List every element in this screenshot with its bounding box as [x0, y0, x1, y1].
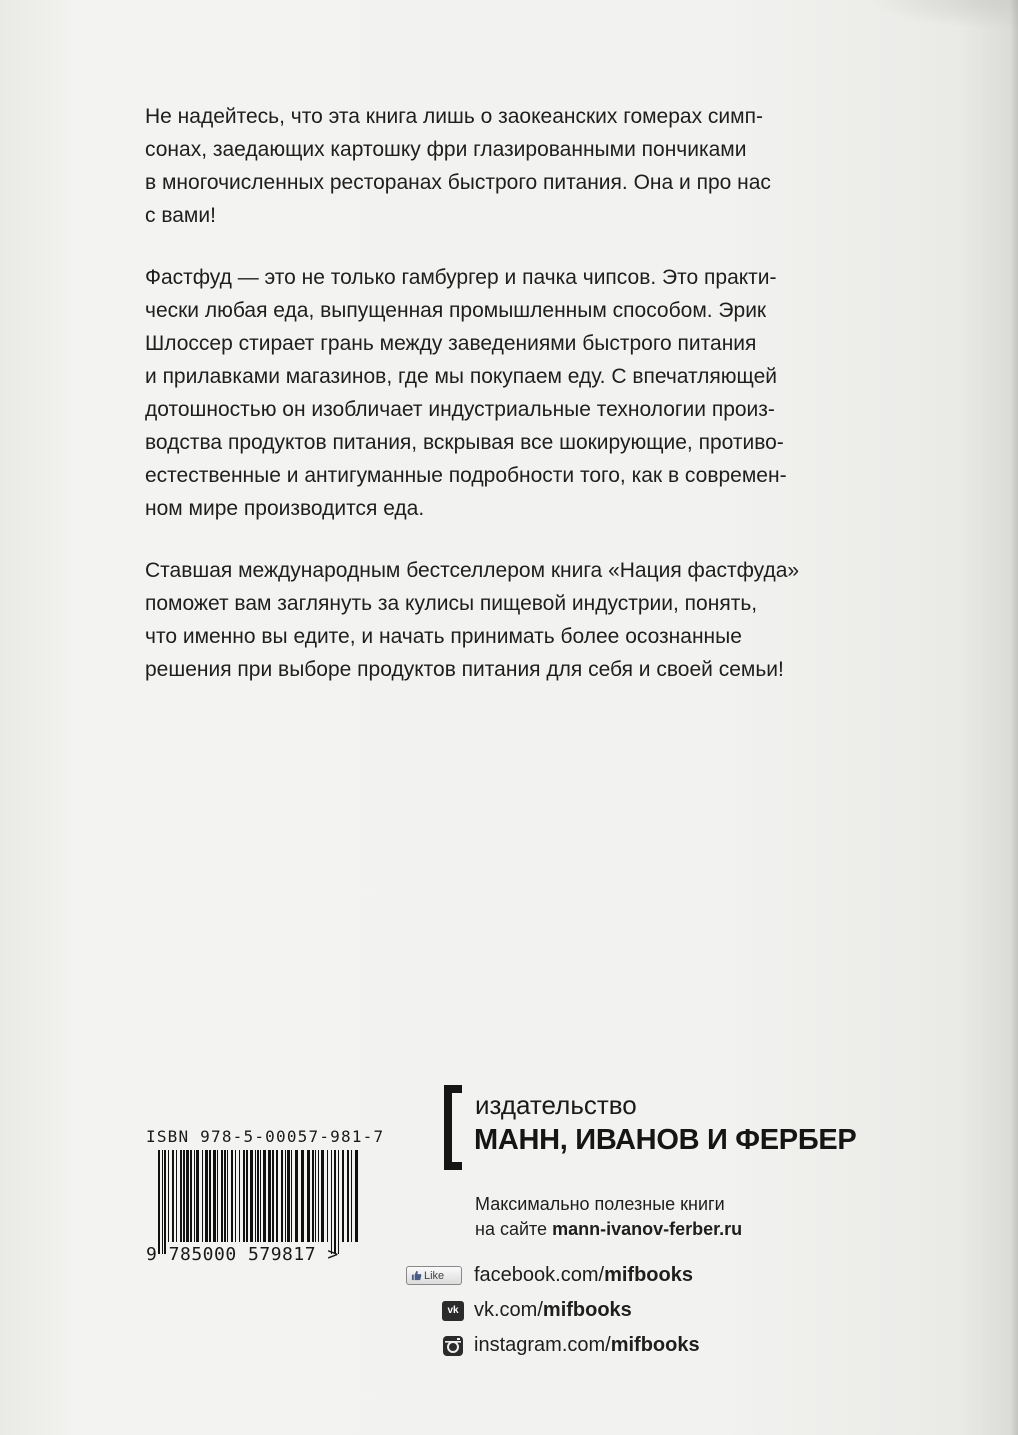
text-line: чески любая еда, выпущенная промышленным способом. Эрик: [145, 299, 767, 322]
barcode-digits: 9 785000 579817 >: [146, 1244, 339, 1265]
barcode-bar: [194, 1150, 195, 1242]
barcode-bar: [291, 1150, 292, 1242]
barcode-bar: [276, 1150, 278, 1242]
tagline-line-1: Максимально полезные книги: [475, 1194, 725, 1214]
barcode-bar: [168, 1150, 169, 1242]
instagram-link[interactable]: [474, 1332, 700, 1358]
publisher-tagline: [475, 1192, 742, 1242]
barcode-bar: [235, 1150, 236, 1242]
facebook-prefix: facebook.com/: [474, 1264, 605, 1286]
barcode-bar: [351, 1150, 352, 1242]
text-line: дотошностью он изобличает индустриальные технологии произ-: [145, 398, 775, 421]
barcode-bar: [331, 1150, 332, 1254]
barcode-bar: [268, 1150, 271, 1242]
facebook-handle: mifbooks: [604, 1264, 693, 1286]
barcode-bar: [221, 1150, 223, 1242]
text-line: Ставшая международным бестселлером книга «Нация фастфуда»: [145, 559, 800, 582]
barcode-bar: [213, 1150, 216, 1242]
publisher-bracket-icon: [444, 1085, 462, 1170]
vk-prefix: vk.com/: [474, 1299, 543, 1321]
blurb-paragraph-2: [145, 261, 845, 525]
publisher-website-link[interactable]: mann-ivanov-ferber.ru: [552, 1219, 743, 1239]
barcode-bar: [347, 1150, 349, 1242]
barcode-bar: [355, 1150, 358, 1242]
barcode-bar: [338, 1150, 339, 1254]
tagline-prefix: на сайте: [475, 1219, 553, 1239]
barcode-bar: [217, 1150, 218, 1242]
instagram-icon: [442, 1335, 464, 1357]
tagline-line-2: [475, 1217, 742, 1242]
barcode-bar: [186, 1150, 189, 1242]
barcode-bar: [250, 1150, 253, 1242]
text-line: Не надейтесь, что эта книга лишь о заокеанских гомерах симп-: [145, 105, 763, 128]
text-line: и прилавками магазинов, где мы покупаем еду. С впечатляющей: [145, 365, 777, 388]
instagram-prefix: instagram.com/: [474, 1334, 611, 1356]
barcode-bar: [263, 1150, 266, 1242]
barcode-bar: [312, 1150, 314, 1242]
barcode-bar: [164, 1150, 166, 1254]
text-line: естественные и антигуманные подробности того, как в современ-: [145, 464, 787, 487]
barcode-bar: [255, 1150, 256, 1242]
instagram-handle: mifbooks: [610, 1334, 700, 1356]
vk-handle: mifbooks: [542, 1299, 632, 1321]
publisher-label: издательство: [475, 1090, 637, 1120]
barcode-bar: [315, 1150, 316, 1242]
barcode-bar: [272, 1150, 274, 1242]
barcode-bar: [321, 1150, 324, 1242]
text-line: что именно вы едите, и начать принимать более осознанные: [145, 625, 742, 648]
barcode-bar: [295, 1150, 298, 1242]
barcode-bar: [224, 1150, 226, 1242]
text-line: Шлоссер стирает грань между заведениями быстрого питания: [145, 332, 757, 355]
barcode-bar: [327, 1150, 328, 1242]
barcode-bar: [342, 1150, 344, 1242]
barcode-bar: [239, 1150, 240, 1242]
barcode-bar: [257, 1150, 259, 1242]
barcode-bar: [176, 1150, 177, 1242]
vk-link[interactable]: [474, 1297, 632, 1323]
barcode-bar: [301, 1150, 304, 1242]
barcode-bar: [334, 1150, 336, 1254]
barcode-bar: [202, 1150, 203, 1242]
barcode-bar: [243, 1150, 245, 1242]
barcode-bar: [158, 1150, 160, 1254]
text-line: водства продуктов питания, вскрывая все шокирующие, противо-: [145, 431, 784, 454]
isbn-label: ISBN 978-5-00057-981-7: [146, 1127, 385, 1146]
facebook-link[interactable]: [474, 1262, 693, 1288]
barcode-bar: [246, 1150, 248, 1242]
text-line: решения при выборе продуктов питания для себя и своей семьи!: [145, 658, 784, 681]
vk-icon: vk: [442, 1301, 464, 1321]
text-line: сонах, заедающих картошку фри глазированными пончиками: [145, 138, 747, 161]
barcode-bar: [260, 1150, 261, 1242]
barcode-bar: [281, 1150, 283, 1242]
barcode-bar: [231, 1150, 233, 1242]
publisher-name: МАНН, ИВАНОВ И ФЕРБЕР: [474, 1124, 857, 1156]
barcode-bar: [183, 1150, 185, 1242]
barcode-bar: [318, 1150, 319, 1242]
barcode-bar: [287, 1150, 290, 1242]
cover-edge-shadow: [1010, 0, 1018, 1435]
barcode-bar: [227, 1150, 228, 1242]
blurb-paragraph-3: [145, 554, 845, 686]
text-line: Фастфуд — это не только гамбургер и пачка чипсов. Это практи-: [145, 266, 777, 289]
blurb-paragraph-1: [145, 100, 845, 232]
text-line: ном мире производится еда.: [145, 497, 425, 520]
barcode-bar: [307, 1150, 310, 1242]
facebook-like-icon: [406, 1266, 462, 1285]
barcode-bar: [196, 1150, 199, 1242]
barcode-bar: [190, 1150, 192, 1242]
barcode-bar: [180, 1150, 182, 1242]
text-line: с вами!: [145, 204, 216, 227]
corner-shadow: [868, 0, 1018, 30]
barcode-bar: [285, 1150, 286, 1242]
thumbs-up-icon: [411, 1270, 422, 1281]
text-line: в многочисленных ресторанах быстрого питания. Она и про нас: [145, 171, 771, 194]
barcode-bar: [205, 1150, 208, 1242]
blurb-text: [145, 100, 845, 715]
barcode-bar: [209, 1150, 211, 1242]
barcode-bar: [162, 1150, 163, 1254]
like-badge-label: Like: [424, 1270, 445, 1282]
text-line: поможет вам заглянуть за кулисы пищевой индустрии, понять,: [145, 592, 758, 615]
barcode-bar: [172, 1150, 174, 1242]
